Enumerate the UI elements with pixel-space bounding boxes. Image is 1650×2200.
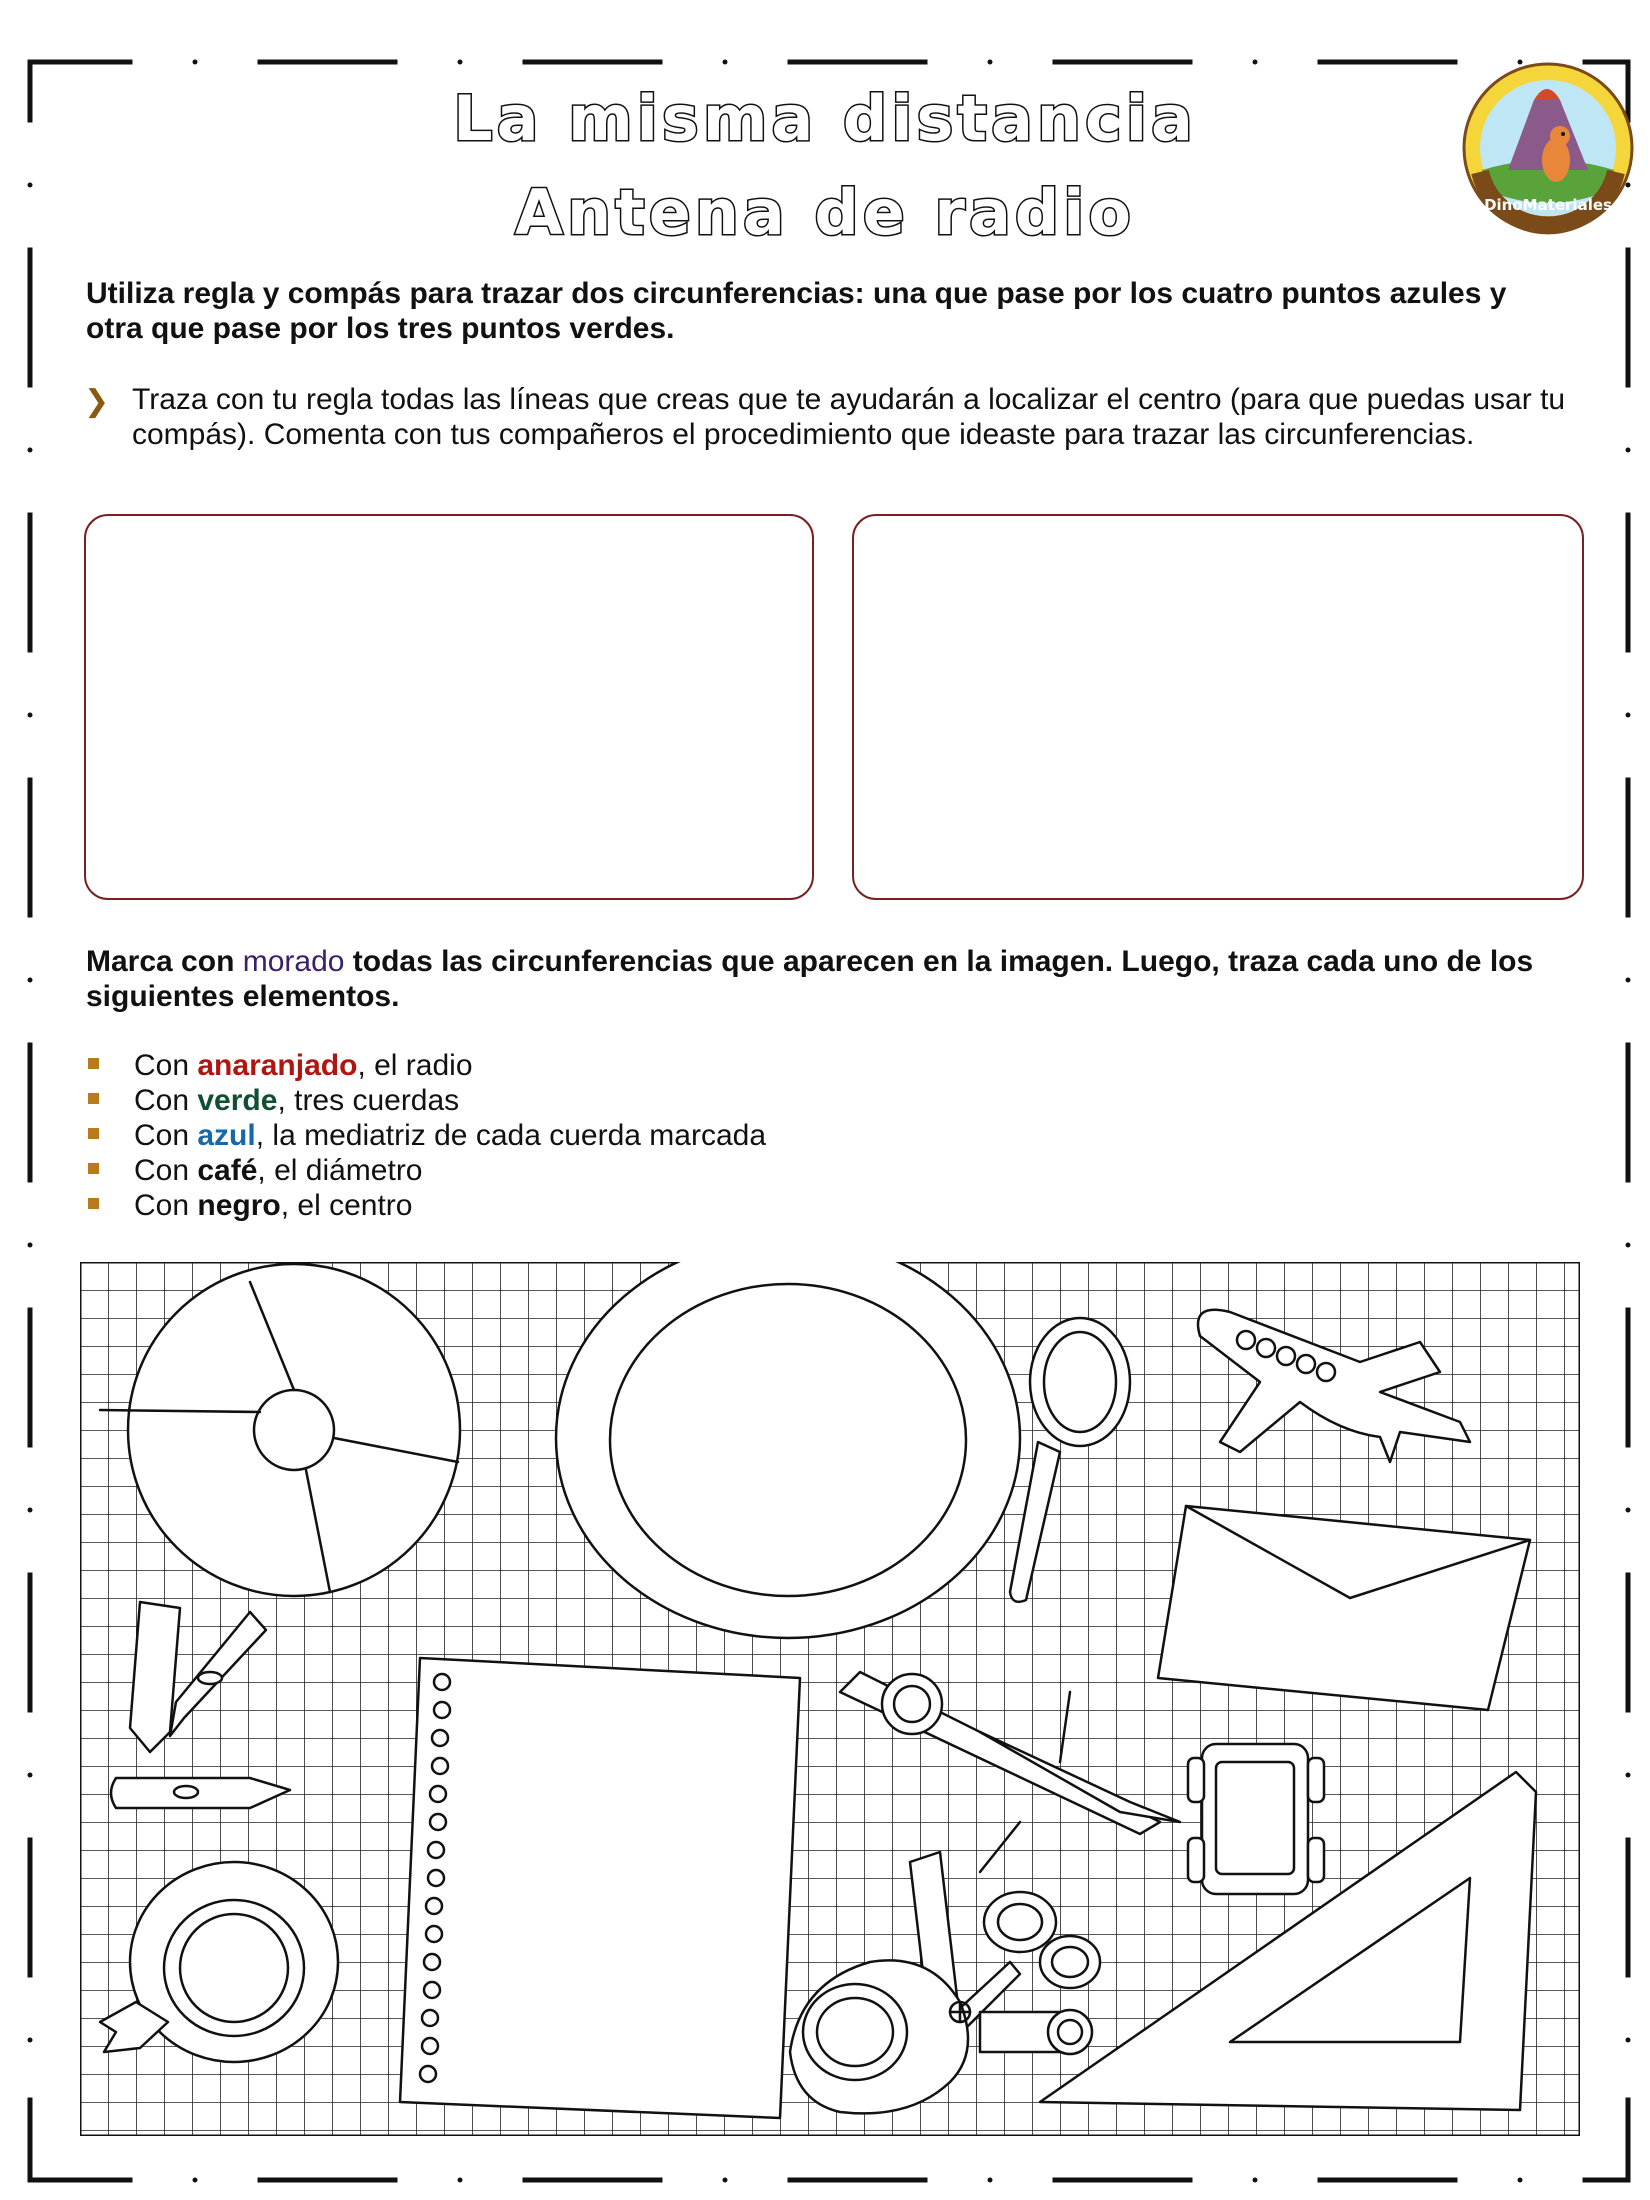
legend-item-radio	[86, 1048, 1486, 1083]
exercise2-instruction-part2: todas las circunferencias que aparecen en la imagen. Luego, traza cada uno de los siguientes elementos.	[86, 945, 1534, 1013]
exercise2-color-word: morado	[242, 945, 345, 978]
envelope[interactable]	[1158, 1506, 1530, 1710]
legend-rest: , el diámetro	[257, 1154, 423, 1187]
legend-item-mediatriz	[86, 1118, 1486, 1153]
legend-prefix: Con	[134, 1084, 198, 1117]
page-title: La misma distancia	[453, 82, 1197, 155]
objects-on-grid-illustration[interactable]	[80, 1262, 1580, 2136]
legend-rest: , el radio	[357, 1049, 473, 1082]
square-bullet-icon	[88, 1093, 99, 1104]
legend-color-word: verde	[197, 1084, 278, 1117]
legend-color-word: café	[197, 1154, 258, 1187]
exercise2-instruction	[86, 944, 1566, 1014]
exercise1-hint: Traza con tu regla todas las líneas que creas que te ayudarán a localizar el centro (para que puedas usar tu compás). Comenta con tus compañeros el procedimiento que ideaste para trazar las circunferencias.	[132, 383, 1566, 451]
legend-prefix: Con	[134, 1049, 198, 1082]
color-legend-list	[86, 1048, 1486, 1223]
exercise2-instruction-part1: Marca con	[86, 945, 243, 978]
legend-rest: , la mediatriz de cada cuerda marcada	[255, 1119, 766, 1152]
square-bullet-icon	[88, 1198, 99, 1209]
legend-color-word: negro	[197, 1189, 281, 1222]
chevron-right-icon: ❯	[84, 385, 110, 418]
exercise1-instruction: Utiliza regla y compás para trazar dos circunferencias: una que pase por los cuatro puntos azules y otra que pase por los tres puntos verdes.	[86, 277, 1507, 345]
square-bullet-icon	[88, 1163, 99, 1174]
legend-item-cuerdas	[86, 1083, 1486, 1118]
legend-rest: , el centro	[280, 1189, 413, 1222]
logo-text: DinoMateriales	[1484, 196, 1612, 214]
toy-car[interactable]	[1188, 1744, 1324, 1894]
legend-color-word: azul	[197, 1119, 256, 1152]
legend-prefix: Con	[134, 1119, 198, 1152]
square-bullet-icon	[88, 1128, 99, 1139]
legend-rest: , tres cuerdas	[277, 1084, 460, 1117]
dinosaur-volcano-logo	[1460, 60, 1636, 236]
answer-box-left[interactable]	[84, 514, 814, 900]
page-subtitle: Antena de radio	[514, 176, 1136, 249]
legend-prefix: Con	[134, 1189, 198, 1222]
legend-item-centro	[86, 1188, 1486, 1223]
legend-item-diametro	[86, 1153, 1486, 1188]
legend-prefix: Con	[134, 1154, 198, 1187]
legend-color-word: anaranjado	[197, 1049, 358, 1082]
plate[interactable]	[556, 1262, 1020, 1638]
answer-box-right[interactable]	[852, 514, 1584, 900]
notebook[interactable]	[400, 1658, 800, 2118]
square-bullet-icon	[88, 1058, 99, 1069]
